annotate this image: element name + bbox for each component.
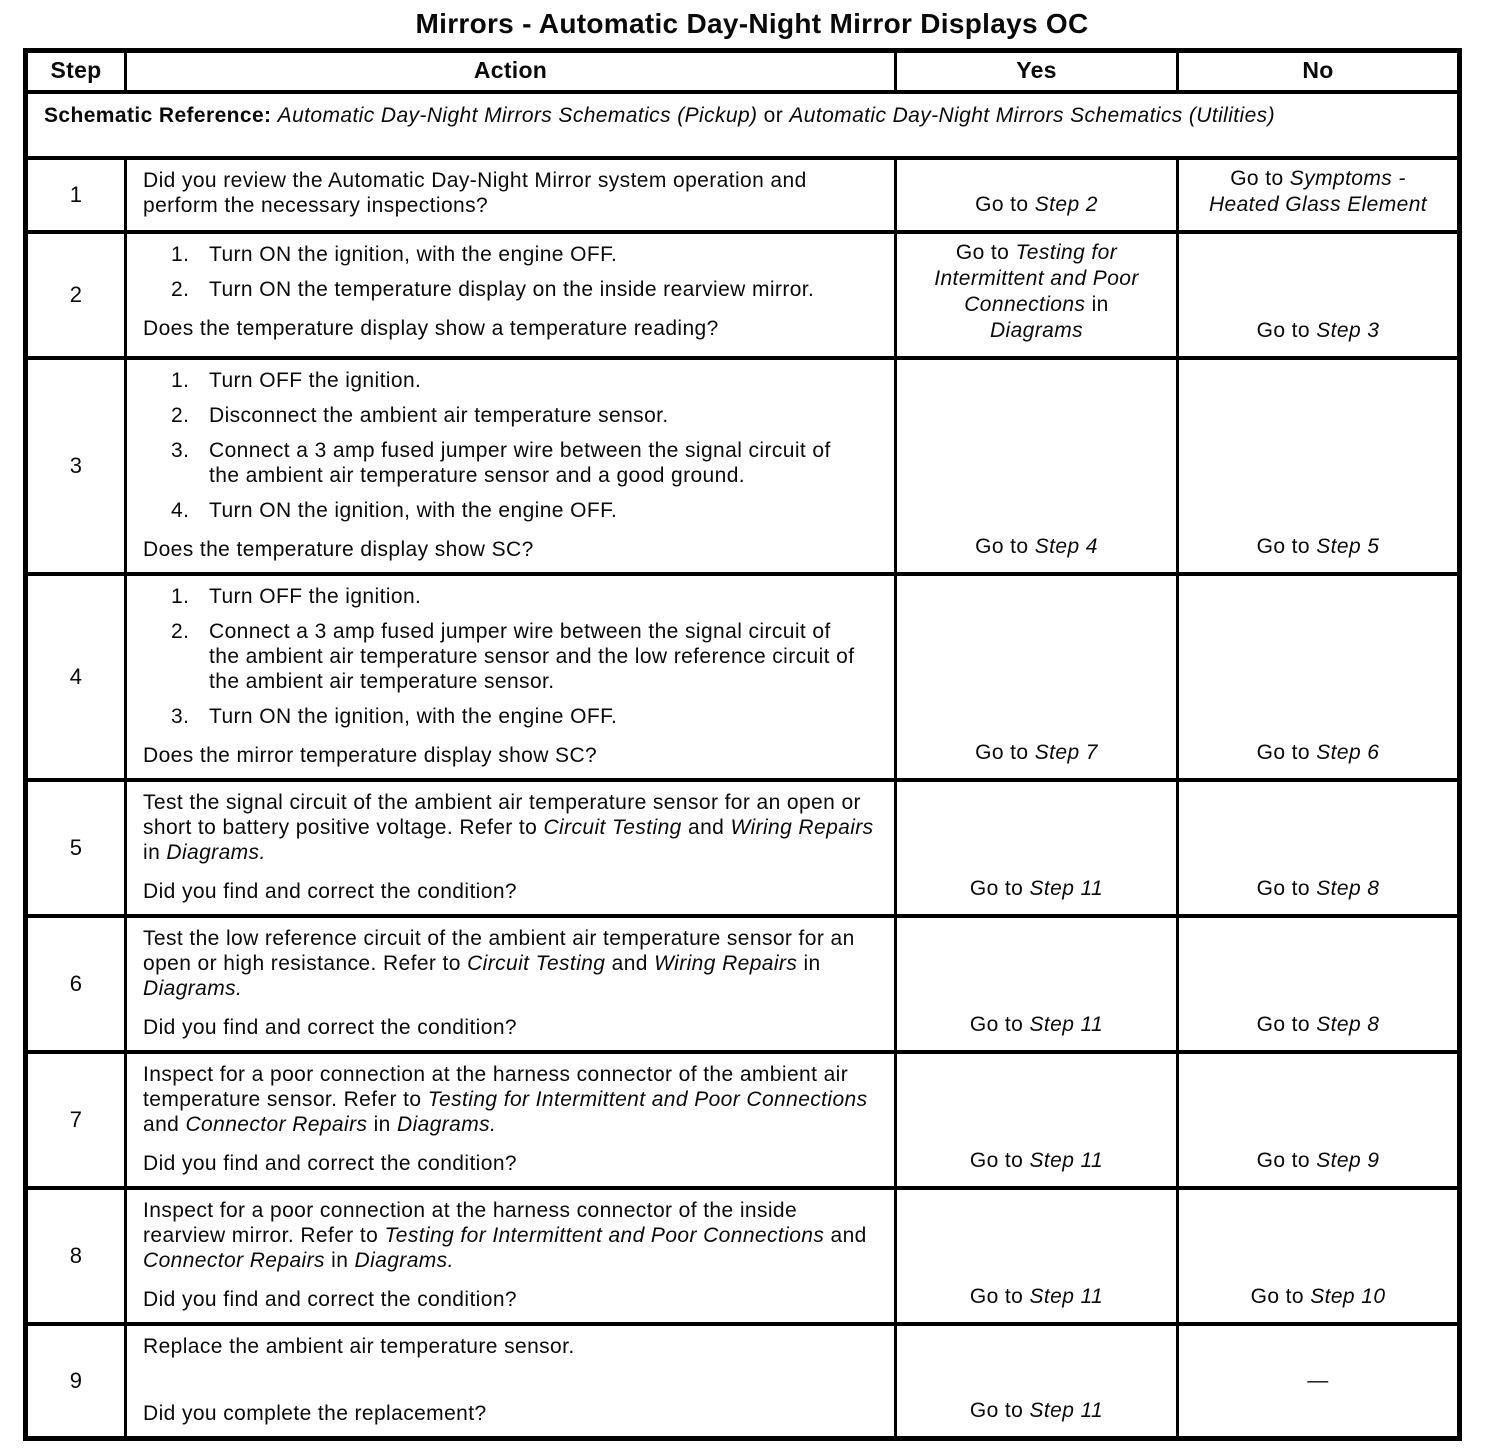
action-question: Did you find and correct the condition?	[143, 1152, 517, 1175]
yes-cell: Go to Step 11	[896, 916, 1178, 1052]
step-number: 5	[26, 780, 126, 916]
action-text: Test the signal circuit of the ambient air temperature sensor for an open or short to battery positive voltage. Refer to Circuit Testing and Wiring Repairs in Diagrams.	[143, 791, 874, 864]
yes-cell: Go to Step 2	[896, 158, 1178, 232]
list-item-text: Turn OFF the ignition.	[209, 585, 422, 608]
action-question: Did you find and correct the condition?	[143, 1016, 517, 1039]
step-number: 3	[26, 358, 126, 574]
list-item-text: Turn ON the ignition, with the engine OFF.	[209, 499, 618, 522]
list-item-text: Connect a 3 amp fused jumper wire between the signal circuit of the ambient air temperature sensor and a good ground.	[209, 439, 831, 487]
no-cell: Go to Step 9	[1178, 1052, 1460, 1188]
list-item-number: 1.	[171, 243, 190, 266]
step-number: 9	[26, 1324, 126, 1439]
table-row-step-1	[26, 158, 1460, 232]
action-question: Does the mirror temperature display show SC?	[143, 744, 598, 767]
action-text: Test the low reference circuit of the ambient air temperature sensor for an open or high resistance. Refer to Circuit Testing and Wiring Repairs in Diagrams.	[143, 927, 855, 1000]
table-row-step-6	[26, 916, 1460, 1052]
list-item-text: Turn ON the temperature display on the inside rearview mirror.	[209, 278, 815, 301]
action-cell	[126, 358, 896, 574]
no-cell: Go to Step 3	[1178, 232, 1460, 358]
yes-cell: Go to Step 11	[896, 1188, 1178, 1324]
table-row-step-3	[26, 358, 1460, 574]
no-cell: Go to Step 6	[1178, 574, 1460, 780]
col-header-step: Step	[26, 51, 126, 93]
list-item-number: 4.	[171, 499, 190, 522]
list-item-number: 2.	[171, 404, 190, 427]
list-item-text: Turn ON the ignition, with the engine OFF.	[209, 243, 618, 266]
list-item-number: 3.	[171, 439, 190, 462]
no-cell: Go to Step 10	[1178, 1188, 1460, 1324]
action-step-item	[171, 368, 882, 393]
col-header-no: No	[1178, 51, 1460, 93]
no-cell: Go to Step 8	[1178, 916, 1460, 1052]
action-cell	[126, 1052, 896, 1188]
list-item-text: Connect a 3 amp fused jumper wire between the signal circuit of the ambient air temperature sensor and the low reference circuit of the ambient air temperature sensor.	[209, 620, 855, 693]
action-question: Did you find and correct the condition?	[143, 1288, 517, 1311]
step-number: 6	[26, 916, 126, 1052]
yes-cell: Go to Step 7	[896, 574, 1178, 780]
table-row-step-9	[26, 1324, 1460, 1439]
action-step-item	[171, 277, 882, 302]
yes-cell: Go to Step 11	[896, 780, 1178, 916]
schematic-reference-row	[26, 92, 1460, 158]
list-item-number: 1.	[171, 585, 190, 608]
action-step-item	[171, 619, 882, 694]
action-step-item	[171, 242, 882, 267]
step-number: 8	[26, 1188, 126, 1324]
action-text: Inspect for a poor connection at the harness connector of the ambient air temperature sensor. Refer to Testing for Intermittent and Poor Connections and Connector Repairs in Diagrams.	[143, 1063, 868, 1136]
step-number: 2	[26, 232, 126, 358]
no-cell: Go to Step 5	[1178, 358, 1460, 574]
yes-cell: Go to Testing for Intermittent and Poor Connections in Diagrams	[896, 232, 1178, 358]
action-cell	[126, 780, 896, 916]
header-row	[26, 51, 1460, 93]
yes-cell: Go to Step 11	[896, 1324, 1178, 1439]
action-step-item	[171, 438, 882, 488]
list-item-number: 2.	[171, 278, 190, 301]
action-question: Did you complete the replacement?	[143, 1402, 487, 1425]
step-number: 4	[26, 574, 126, 780]
table-row-step-2	[26, 232, 1460, 358]
action-cell	[126, 1324, 896, 1439]
col-header-yes: Yes	[896, 51, 1178, 93]
action-cell	[126, 916, 896, 1052]
yes-cell: Go to Step 4	[896, 358, 1178, 574]
action-text: Replace the ambient air temperature sensor.	[143, 1335, 575, 1358]
action-step-item	[171, 584, 882, 609]
step-number: 1	[26, 158, 126, 232]
action-cell	[126, 232, 896, 358]
table-row-step-8	[26, 1188, 1460, 1324]
step-number: 7	[26, 1052, 126, 1188]
action-text: Inspect for a poor connection at the harness connector of the inside rearview mirror. Refer to Testing for Intermittent and Poor Connections and Connector Repairs in Diagrams.	[143, 1199, 867, 1272]
page-title: Mirrors - Automatic Day-Night Mirror Displays OC	[415, 8, 1089, 39]
action-question: Does the temperature display show a temperature reading?	[143, 317, 719, 340]
no-cell: —	[1178, 1324, 1460, 1439]
no-cell: Go to Step 8	[1178, 780, 1460, 916]
yes-cell: Go to Step 11	[896, 1052, 1178, 1188]
table-row-step-7	[26, 1052, 1460, 1188]
list-item-number: 1.	[171, 369, 190, 392]
list-item-number: 3.	[171, 705, 190, 728]
no-cell: Go to Symptoms - Heated Glass Element	[1178, 158, 1460, 232]
table-row-step-4	[26, 574, 1460, 780]
action-cell	[126, 158, 896, 232]
action-cell	[126, 1188, 896, 1324]
list-item-text: Turn ON the ignition, with the engine OFF.	[209, 705, 618, 728]
schematic-reference-text: Schematic Reference: Automatic Day-Night Mirrors Schematics (Pickup) or Automatic Day-Night Mirrors Schematics (Utilities)	[26, 92, 1460, 158]
table-row-step-5	[26, 780, 1460, 916]
action-step-item	[171, 403, 882, 428]
col-header-action: Action	[126, 51, 896, 93]
action-text: Did you review the Automatic Day-Night Mirror system operation and perform the necessary inspections?	[143, 169, 807, 217]
action-step-item	[171, 704, 882, 729]
action-question: Does the temperature display show SC?	[143, 538, 534, 561]
list-item-text: Disconnect the ambient air temperature sensor.	[209, 404, 669, 427]
action-question: Did you find and correct the condition?	[143, 880, 517, 903]
action-step-item	[171, 498, 882, 523]
list-item-number: 2.	[171, 620, 190, 643]
diagnostic-table	[23, 48, 1462, 1441]
action-cell	[126, 574, 896, 780]
list-item-text: Turn OFF the ignition.	[209, 369, 422, 392]
